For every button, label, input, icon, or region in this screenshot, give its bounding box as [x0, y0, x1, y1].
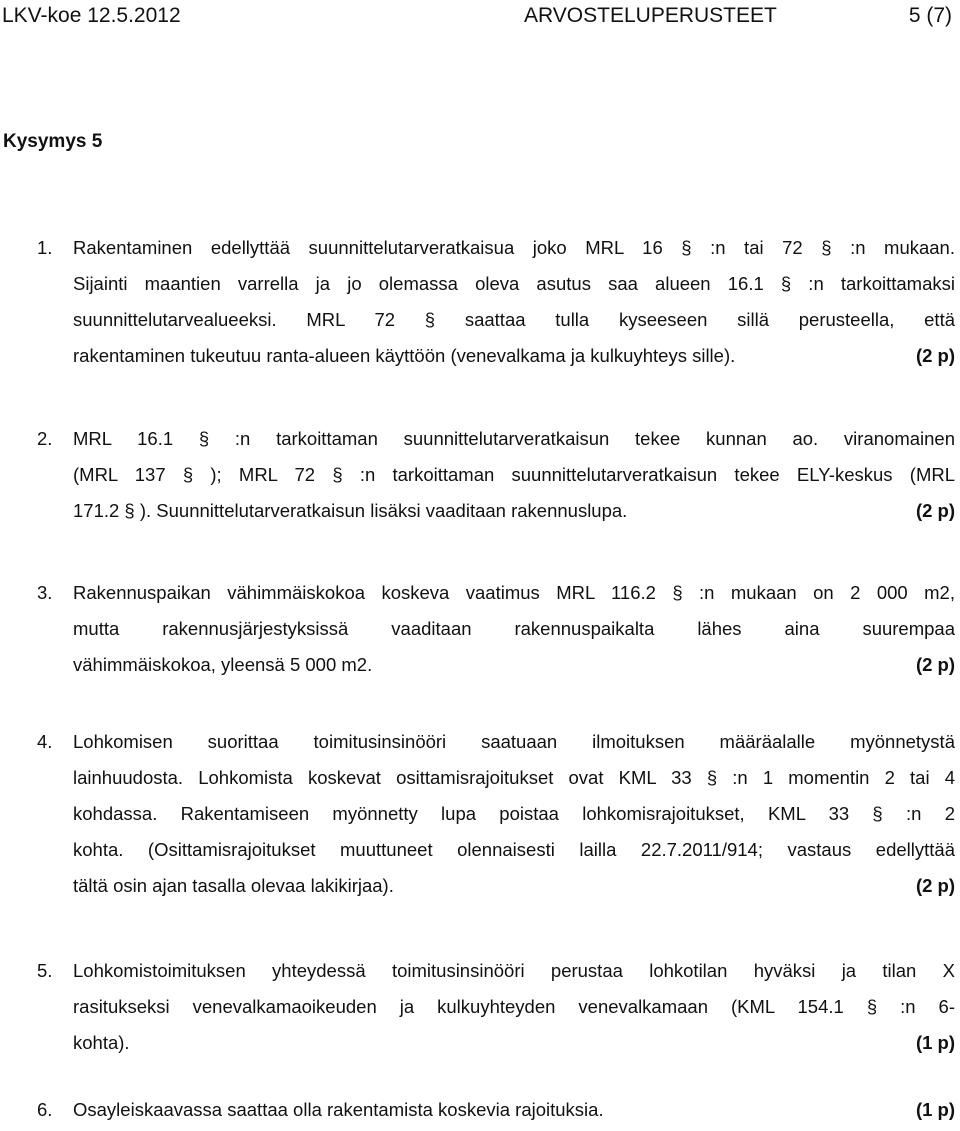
page-number: 5 (7) — [908, 4, 952, 27]
item-line: lainhuudosta. Lohkomista koskevat osittamisrajoitukset ovat KML 33 § :n 1 momentin 2 tai 4 — [73, 767, 955, 788]
item-line-last — [73, 338, 955, 374]
item-line: Osayleiskaavassa saattaa olla rakentamista koskevia rajoituksia. — [73, 1099, 604, 1120]
item-number: 5. — [37, 960, 53, 981]
item-line: vähimmäiskokoa, yleensä 5 000 m2. — [73, 654, 373, 675]
item-line: kohta). — [73, 1032, 130, 1053]
item-line: tältä osin ajan tasalla olevaa lakikirjaa). — [73, 875, 394, 896]
item-text — [73, 1092, 955, 1128]
item-line: Sijainti maantien varrella ja jo olemassa oleva asutus saa alueen 16.1 § :n tarkoittamaksi — [73, 273, 955, 294]
item-line: rasitukseksi venevalkamaoikeuden ja kulkuyhteyden venevalkamaan (KML 154.1 § :n 6- — [73, 996, 955, 1017]
points-badge: (2 p) — [915, 654, 955, 675]
item-line: Lohkomistoimituksen yhteydessä toimitusinsinööri perustaa lohkotilan hyväksi ja tilan X — [73, 960, 955, 981]
item-number: 6. — [37, 1099, 53, 1120]
points-badge: (2 p) — [915, 345, 955, 366]
item-line: suunnittelutarvealueeksi. MRL 72 § saattaa tulla kyseeseen sillä perusteella, että — [73, 309, 955, 330]
item-line-last — [73, 493, 955, 529]
item-line: kohta. (Osittamisrajoitukset muuttuneet olennaisesti lailla 22.7.2011/914; vastaus edellyttää — [73, 839, 955, 860]
item-line-last — [73, 1025, 955, 1061]
points-badge: (2 p) — [915, 500, 955, 521]
item-text — [73, 575, 955, 683]
item-line-last — [73, 647, 955, 683]
item-line: rakentaminen tukeutuu ranta-alueen käyttöön (venevalkama ja kulkuyhteys sille). — [73, 345, 736, 366]
item-text — [73, 421, 955, 529]
points-badge: (1 p) — [915, 1032, 955, 1053]
document-title: ARVOSTELUPERUSTEET — [524, 4, 777, 27]
item-line: 171.2 § ). Suunnittelutarveratkaisun lisäksi vaaditaan rakennuslupa. — [73, 500, 628, 521]
item-number: 3. — [37, 582, 53, 603]
exam-title: LKV-koe 12.5.2012 — [2, 4, 181, 27]
item-line: Rakentaminen edellyttää suunnittelutarveratkaisua joko MRL 16 § :n tai 72 § :n mukaan. — [73, 237, 955, 258]
item-line: kohdassa. Rakentamiseen myönnetty lupa poistaa lohkomisrajoitukset, KML 33 § :n 2 — [73, 803, 955, 824]
item-line-last — [73, 868, 955, 904]
item-number: 2. — [37, 428, 53, 449]
points-badge: (2 p) — [915, 875, 955, 896]
item-line: mutta rakennusjärjestyksissä vaaditaan rakennuspaikalta lähes aina suurempaa — [73, 618, 955, 639]
item-line: Rakennuspaikan vähimmäiskokoa koskeva vaatimus MRL 116.2 § :n mukaan on 2 000 m2, — [73, 582, 955, 603]
question-heading: Kysymys 5 — [3, 131, 103, 152]
item-text — [73, 953, 955, 1061]
points-badge: (1 p) — [915, 1099, 955, 1120]
item-text — [73, 230, 955, 374]
item-text — [73, 724, 955, 904]
item-number: 1. — [37, 237, 53, 258]
item-number: 4. — [37, 731, 53, 752]
item-line-last — [73, 1092, 955, 1128]
item-line: MRL 16.1 § :n tarkoittaman suunnittelutarveratkaisun tekee kunnan ao. viranomainen — [73, 428, 955, 449]
item-line: Lohkomisen suorittaa toimitusinsinööri saatuaan ilmoituksen määräalalle myönnetystä — [73, 731, 955, 752]
page-header — [2, 0, 952, 32]
item-line: (MRL 137 § ); MRL 72 § :n tarkoittaman suunnittelutarveratkaisun tekee ELY-keskus (MRL — [73, 464, 955, 485]
